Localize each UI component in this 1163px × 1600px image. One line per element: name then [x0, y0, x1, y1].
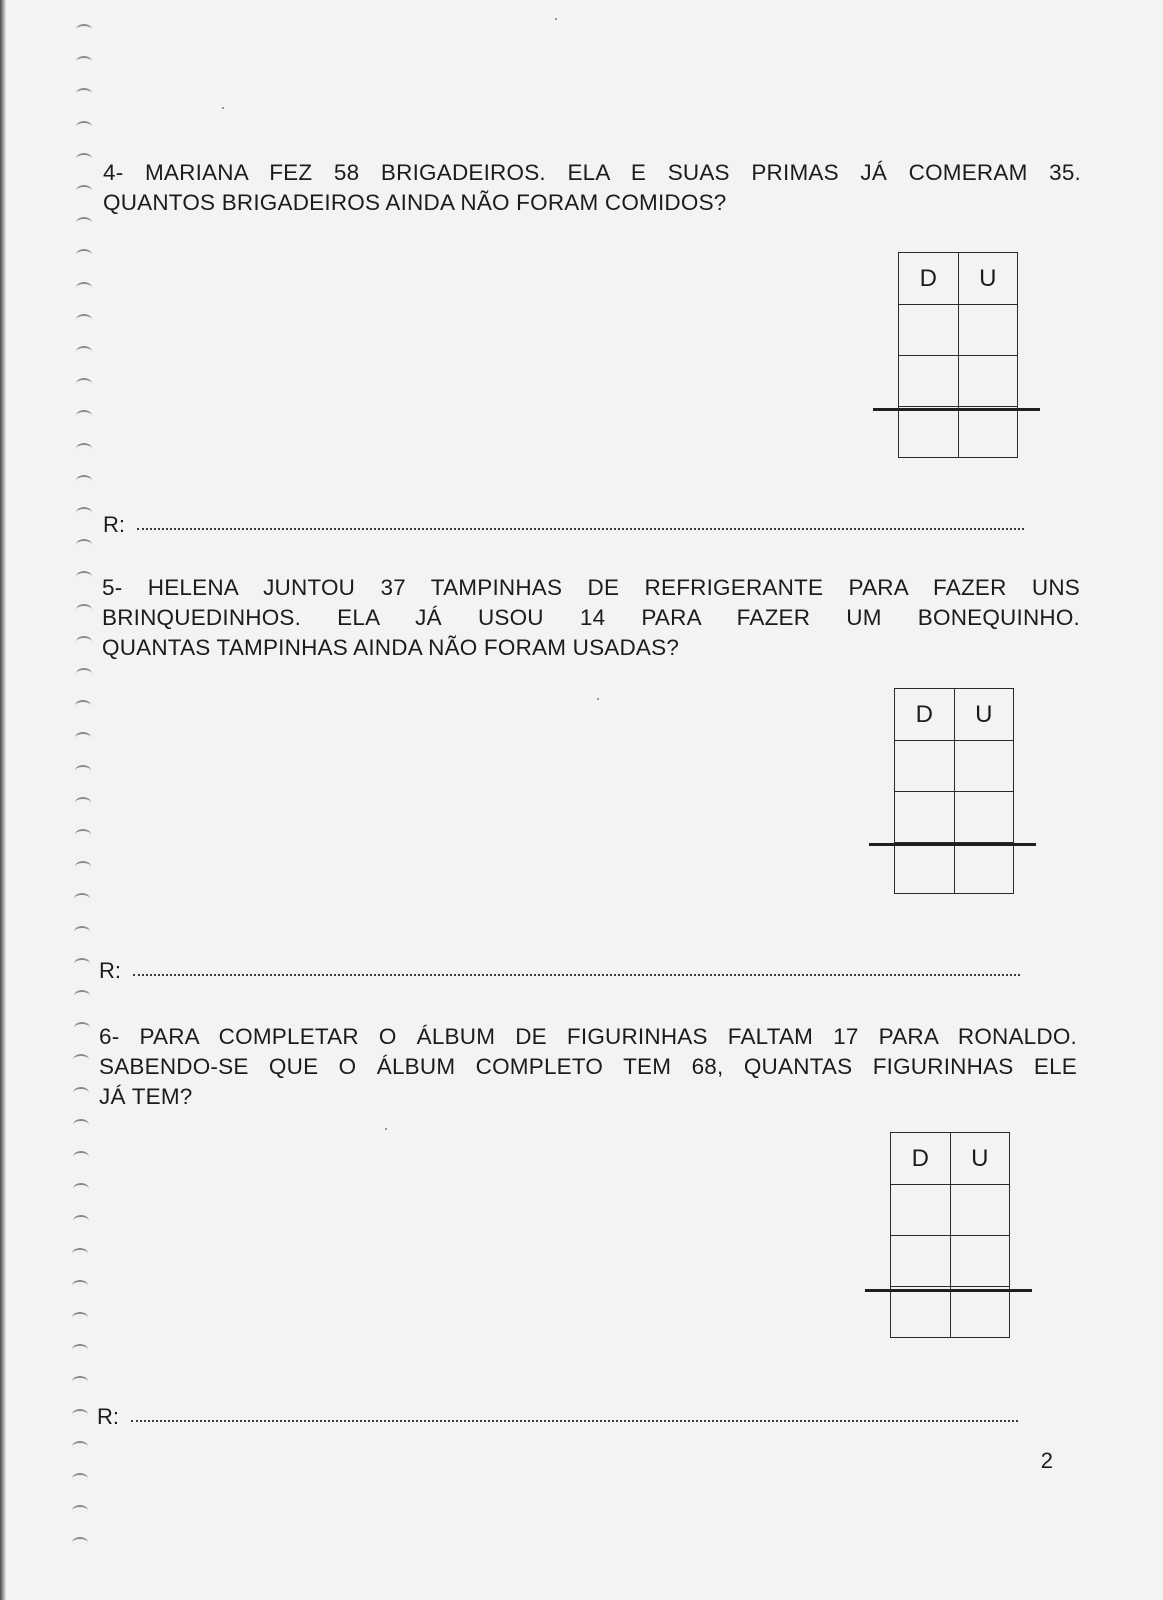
spiral-ring: [74, 958, 90, 970]
tens-cell[interactable]: [895, 792, 954, 842]
du-row: [895, 740, 1013, 791]
paper-speck: [597, 698, 599, 700]
du-result-row: [895, 842, 1013, 893]
question-4-answer: [103, 512, 1024, 538]
page-number: 2: [1040, 1448, 1053, 1473]
spiral-ring: [76, 346, 92, 358]
spiral-ring: [74, 990, 90, 1002]
units-result-cell[interactable]: [954, 843, 1014, 893]
units-cell[interactable]: [958, 305, 1018, 355]
spiral-ring: [73, 1119, 89, 1131]
spiral-ring: [75, 732, 91, 744]
spiral-ring: [72, 1473, 88, 1485]
answer-label: R:: [103, 512, 125, 537]
question-5-line-1: 5- HELENA JUNTOU 37 TAMPINHAS DE REFRIGERANTE PARA FAZER UNS: [102, 575, 1080, 600]
spiral-ring: [76, 24, 92, 36]
units-cell[interactable]: [954, 741, 1014, 791]
spiral-ring: [76, 604, 92, 616]
spiral-ring: [72, 1505, 88, 1517]
tens-result-cell[interactable]: [895, 843, 954, 893]
du-result-row: [891, 1286, 1009, 1337]
answer-line[interactable]: [131, 1420, 1018, 1422]
question-6: [99, 1022, 1077, 1112]
question-4-line-2: QUANTOS BRIGADEIROS AINDA NÃO FORAM COMIDOS?: [103, 190, 727, 215]
du-row: [891, 1184, 1009, 1235]
spiral-ring: [72, 1409, 88, 1421]
du-header-row: [895, 689, 1013, 740]
spiral-ring: [76, 121, 92, 133]
paper-speck: [555, 18, 557, 20]
units-cell[interactable]: [958, 356, 1018, 406]
spiral-ring: [76, 507, 92, 519]
answer-line[interactable]: [137, 528, 1024, 530]
spiral-ring: [74, 1022, 90, 1034]
question-4-line-1: 4- MARIANA FEZ 58 BRIGADEIROS. ELA E SUAS PRIMAS JÁ COMERAM 35.: [103, 160, 1081, 185]
spiral-ring: [76, 56, 92, 68]
du-header-row: [891, 1133, 1009, 1184]
paper-speck: [385, 1128, 387, 1130]
question-5-du-grid: [894, 688, 1014, 894]
spiral-ring: [76, 443, 92, 455]
notebook-spiral: [70, 0, 100, 1600]
tens-result-cell[interactable]: [891, 1287, 950, 1337]
spiral-ring: [72, 1248, 88, 1260]
spiral-ring: [76, 378, 92, 390]
spiral-ring: [76, 636, 92, 648]
answer-label: R:: [99, 958, 121, 983]
spiral-ring: [75, 797, 91, 809]
spiral-ring: [76, 88, 92, 100]
question-6-du-grid: [890, 1132, 1010, 1338]
question-6-subtraction-line: [865, 1289, 1032, 1292]
spiral-ring: [76, 410, 92, 422]
spiral-ring: [76, 668, 92, 680]
tens-header: D: [919, 264, 937, 292]
units-header: U: [950, 1133, 1010, 1184]
units-cell[interactable]: [954, 792, 1014, 842]
tens-cell[interactable]: [891, 1185, 950, 1235]
question-6-answer: [97, 1404, 1018, 1430]
spiral-ring: [76, 314, 92, 326]
tens-header: D: [915, 700, 933, 728]
tens-header: D: [911, 1144, 929, 1172]
spiral-ring: [76, 249, 92, 261]
du-row: [895, 791, 1013, 842]
question-5-answer: [99, 958, 1020, 984]
spiral-ring: [74, 893, 90, 905]
units-cell[interactable]: [950, 1185, 1010, 1235]
answer-line[interactable]: [133, 974, 1020, 976]
du-header-row: [899, 253, 1017, 304]
units-result-cell[interactable]: [950, 1287, 1010, 1337]
tens-cell[interactable]: [891, 1236, 950, 1286]
question-5-subtraction-line: [869, 843, 1036, 846]
spiral-ring: [73, 1054, 89, 1066]
question-5-line-3: QUANTAS TAMPINHAS AINDA NÃO FORAM USADAS?: [102, 635, 680, 660]
units-result-cell[interactable]: [958, 407, 1018, 457]
spiral-ring: [74, 926, 90, 938]
question-4-subtraction-line: [873, 408, 1040, 411]
tens-cell[interactable]: [895, 741, 954, 791]
spiral-ring: [72, 1376, 88, 1388]
spiral-ring: [73, 1183, 89, 1195]
paper-speck: [222, 107, 224, 109]
question-4-du-grid: [898, 252, 1018, 458]
question-5-line-2: BRINQUEDINHOS. ELA JÁ USOU 14 PARA FAZER UM BONEQUINHO.: [102, 605, 1080, 630]
spiral-ring: [75, 861, 91, 873]
units-header: U: [958, 253, 1018, 304]
du-row: [899, 304, 1017, 355]
du-row: [891, 1235, 1009, 1286]
tens-cell[interactable]: [899, 356, 958, 406]
du-row: [899, 355, 1017, 406]
spiral-ring: [72, 1280, 88, 1292]
page-edge-shadow: [0, 0, 6, 1600]
question-6-line-1: 6- PARA COMPLETAR O ÁLBUM DE FIGURINHAS FALTAM 17 PARA RONALDO.: [99, 1024, 1077, 1049]
tens-cell[interactable]: [899, 305, 958, 355]
spiral-ring: [75, 700, 91, 712]
question-4: [103, 158, 1081, 218]
spiral-ring: [73, 1087, 89, 1099]
spiral-ring: [73, 1215, 89, 1227]
spiral-ring: [72, 1312, 88, 1324]
units-header: U: [954, 689, 1014, 740]
spiral-ring: [72, 1344, 88, 1356]
spiral-ring: [76, 571, 92, 583]
spiral-ring: [72, 1441, 88, 1453]
spiral-ring: [76, 475, 92, 487]
spiral-ring: [76, 217, 92, 229]
spiral-ring: [75, 829, 91, 841]
question-5: [102, 573, 1080, 663]
units-cell[interactable]: [950, 1236, 1010, 1286]
spiral-ring: [72, 1537, 88, 1549]
du-result-row: [899, 406, 1017, 457]
tens-result-cell[interactable]: [899, 407, 958, 457]
spiral-ring: [76, 185, 92, 197]
spiral-ring: [76, 282, 92, 294]
spiral-ring: [75, 765, 91, 777]
spiral-ring: [76, 539, 92, 551]
question-6-line-3: JÁ TEM?: [99, 1084, 193, 1109]
question-6-line-2: SABENDO-SE QUE O ÁLBUM COMPLETO TEM 68, QUANTAS FIGURINHAS ELE: [99, 1054, 1077, 1079]
spiral-ring: [73, 1151, 89, 1163]
spiral-ring: [76, 153, 92, 165]
answer-label: R:: [97, 1404, 119, 1429]
